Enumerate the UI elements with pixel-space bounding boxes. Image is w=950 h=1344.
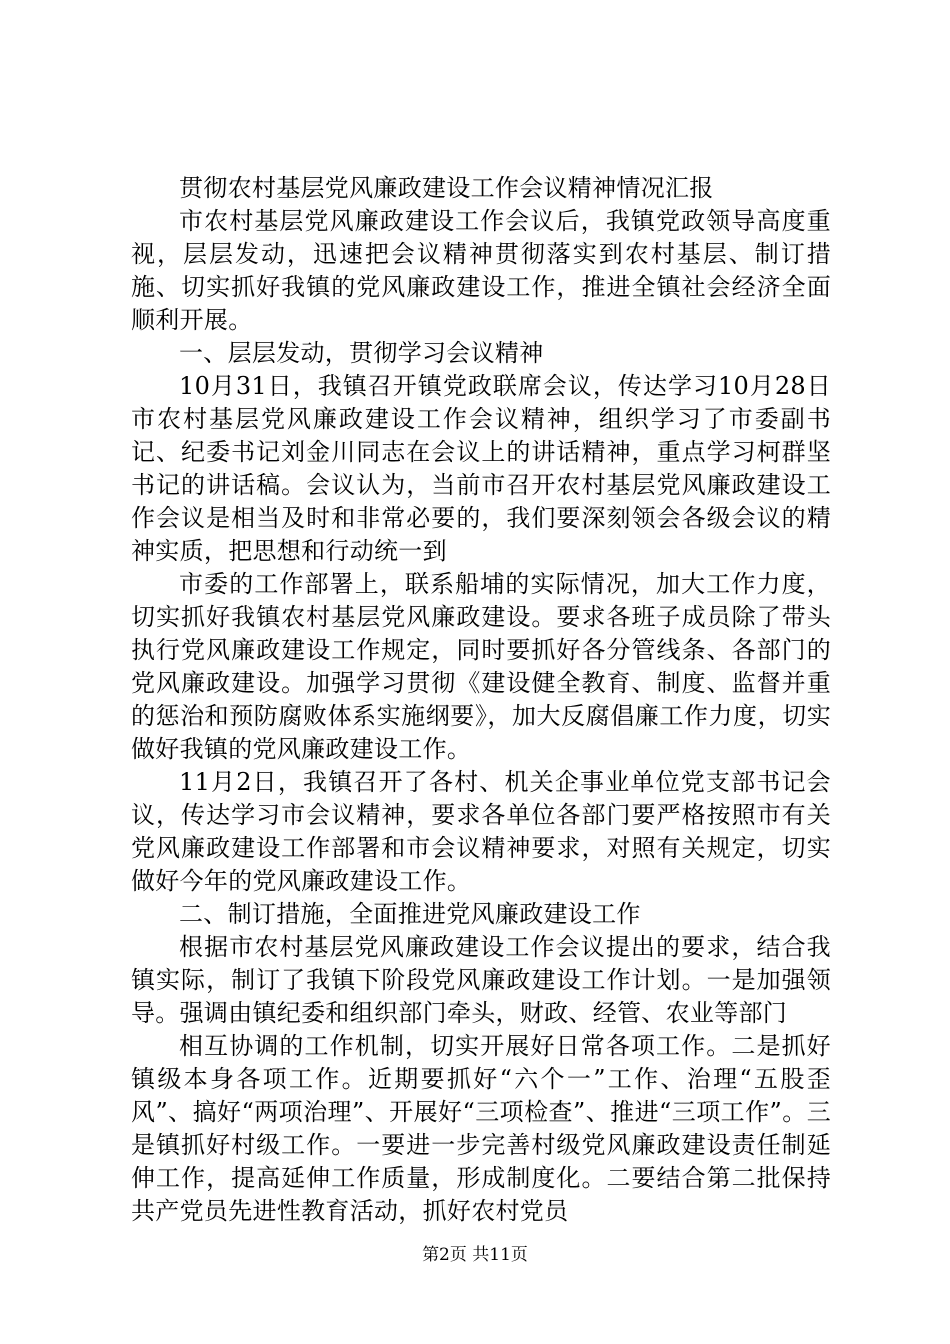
document-title: 贯彻农村基层党风廉政建设工作会议精神情况汇报 bbox=[179, 174, 714, 202]
section-heading-1: 一、层层发动，贯彻学习会议精神 bbox=[179, 339, 544, 367]
paragraph-work-plan: 根据市农村基层党风廉政建设工作会议提出的要求，结合我镇实际，制订了我镇下阶段党风廉政建设工作计划。一是加强领导。强调由镇纪委和组织部门牵头，财政、经管、农业等部门 bbox=[131, 933, 831, 1027]
paragraph-intro: 市农村基层党风廉政建设工作会议后，我镇党政领导高度重视，层层发动，迅速把会议精神贯彻落实到农村基层、制订措施、切实抓好我镇的党风廉政建设工作，推进全镇社会经济全面顺利开展。 bbox=[131, 207, 831, 334]
paragraph-work-mechanism: 相互协调的工作机制，切实开展好日常各项工作。二是抓好镇级本身各项工作。近期要抓好“六个一”工作、治理“五股歪风”、搞好“两项治理”、开展好“三项检查”、推进“三项工作”。三是镇抓好村级工作。一要进一步完善村级党风廉政建设责任制延伸工作，提高延伸工作质量，形成制度化。二要结合第二批保持共产党员先进性教育活动，抓好农村党员 bbox=[131, 1032, 831, 1225]
paragraph-meeting-nov2: 11月2日，我镇召开了各村、机关企事业单位党支部书记会议，传达学习市会议精神，要求各单位各部门要严格按照市有关党风廉政建设工作部署和市会议精神要求，对照有关规定，切实做好今年的党风廉政建设工作。 bbox=[131, 768, 831, 895]
document-body bbox=[131, 172, 831, 1228]
page-number: 第2页 共11页 bbox=[422, 1245, 528, 1265]
paragraph-meeting-oct31: 10月31日，我镇召开镇党政联席会议，传达学习10月28日市农村基层党风廉政建设工作会议精神，组织学习了市委副书记、纪委书记刘金川同志在会议上的讲话精神，重点学习柯群坚书记的讲话稿。会议认为，当前市召开农村基层党风廉政建设工作会议是相当及时和非常必要的，我们要深刻领会各级会议的精神实质，把思想和行动统一到 bbox=[131, 372, 831, 565]
section-heading-2: 二、制订措施，全面推进党风廉政建设工作 bbox=[179, 900, 641, 928]
page-footer bbox=[0, 1244, 950, 1266]
paragraph-work-deployment: 市委的工作部署上，联系船埔的实际情况，加大工作力度，切实抓好我镇农村基层党风廉政建设。要求各班子成员除了带头执行党风廉政建设工作规定，同时要抓好各分管线条、各部门的党风廉政建设。加强学习贯彻《建设健全教育、制度、监督并重的惩治和预防腐败体系实施纲要》，加大反腐倡廉工作力度，切实做好我镇的党风廉政建设工作。 bbox=[131, 570, 831, 763]
